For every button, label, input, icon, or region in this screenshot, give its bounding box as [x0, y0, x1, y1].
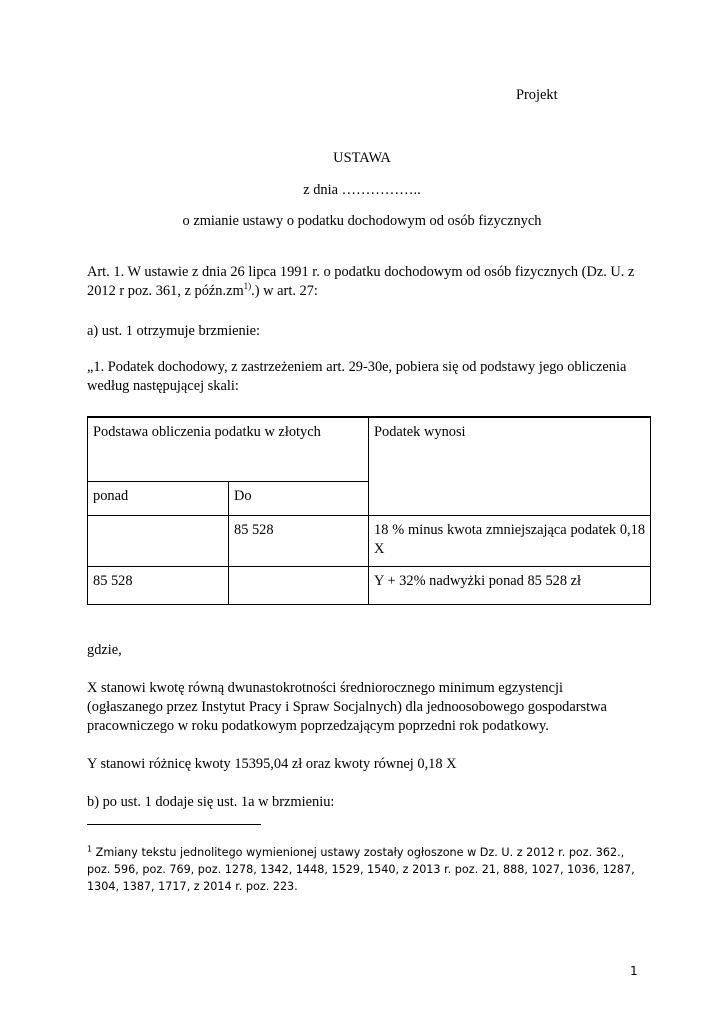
row-1-tax: 18 % minus kwota zmniejszająca podatek 0,18 X: [369, 515, 651, 566]
footnote: [87, 844, 643, 895]
article-1-text: Art. 1. W ustawie z dnia 26 lipca 1991 r. o podatku dochodowym od osób fizycznych (Dz. U. z 2012 r poz. 361, z późn.zm: [87, 264, 635, 299]
row-2-over: 85 528: [88, 566, 229, 604]
row-2-tax: Y + 32% nadwyżki ponad 85 528 zł: [369, 566, 651, 604]
act-title: USTAWA: [333, 150, 391, 166]
footnote-separator: [87, 824, 261, 825]
article-1: [87, 263, 647, 301]
where-label: gdzie,: [87, 642, 122, 658]
page-number: 1: [630, 964, 638, 978]
project-label: Projekt: [516, 87, 558, 103]
header-over-cell: ponad: [88, 481, 229, 515]
header-to-cell: Do: [229, 481, 369, 515]
table-row: [88, 566, 651, 604]
header-base-cell: Podstawa obliczenia podatku w złotych: [88, 417, 369, 481]
quoted-paragraph: „1. Podatek dochodowy, z zastrzeżeniem art. 29-30e, pobiera się od podstawy jego obliczenia według następującej skali:: [87, 359, 627, 394]
table-header-row: [88, 417, 651, 481]
table-row: [88, 515, 651, 566]
row-1-to: 85 528: [229, 515, 369, 566]
footnote-text: Zmiany tekstu jednolitego wymienionej ustawy zostały ogłoszone w Dz. U. z 2012 r. poz. 362., poz. 596, poz. 769, poz. 1278, 1342, 1448, 1529, 1540, z 2013 r. poz. 21, 888, 1027, 1036, 1287, 1304, 1387, 1717, z 2014 r. poz. 223.: [87, 846, 635, 893]
tax-scale-table: [87, 416, 651, 605]
point-a: a) ust. 1 otrzymuje brzmienie:: [87, 323, 261, 339]
point-b: b) po ust. 1 dodaje się ust. 1a w brzmieniu:: [87, 794, 335, 810]
footnote-reference: 1): [243, 281, 252, 292]
y-definition: Y stanowi różnicę kwoty 15395,04 zł oraz kwoty równej 0,18 X: [87, 756, 457, 772]
row-1-over: [88, 515, 229, 566]
article-1-text-end: .) w art. 27:: [251, 283, 318, 299]
x-definition: X stanowi kwotę równą dwunastokrotności średniorocznego minimum egzystencji (ogłaszanego przez Instytut Pracy i Spraw Socjalnych) dla jednoosobowego gospodarstwa pracowniczego w roku podatkowym poprzedzającym poprzedni rok podatkowy.: [87, 680, 607, 734]
act-subject: o zmianie ustawy o podatku dochodowym od osób fizycznych: [182, 213, 542, 229]
header-tax-cell: Podatek wynosi: [369, 417, 651, 515]
act-date: z dnia ……………..: [303, 182, 421, 198]
footnote-number: 1: [87, 844, 93, 854]
row-2-to: [229, 566, 369, 604]
